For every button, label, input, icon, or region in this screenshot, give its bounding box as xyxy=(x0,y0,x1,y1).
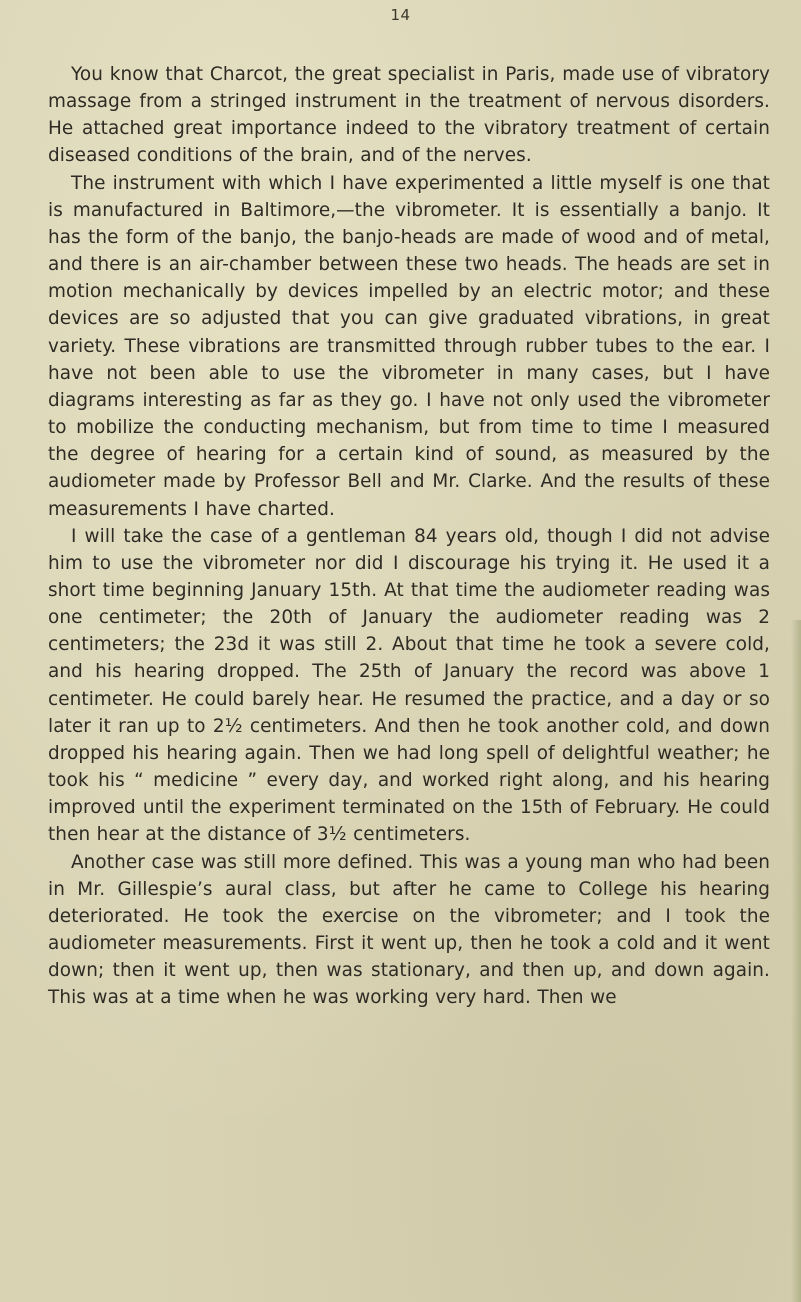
page-number: 14 xyxy=(390,6,411,24)
paragraph-vibrometer: The instrument with which I have experimented a little myself is one that is manufactured in Baltimore,—the vibrometer. It is essentially a banjo. It has the form of the banjo, the banjo-heads are made of wood and of metal, and there is an air-chamber between these two heads. The heads are set in motion mechanically by devices impelled by an electric motor; and these devices are so adjusted that you can give graduated vibrations, in great variety. These vibrations are transmitted through rubber tubes to the ear. I have not been able to use the vibrometer in many cases, but I have diagrams interesting as far as they go. I have not only used the vibrometer to mobilize the conducting mechanism, but from time to time I measured the degree of hearing for a certain kind of sound, as measured by the audiometer made by Professor Bell and Mr. Clarke. And the results of these measurements I have charted. xyxy=(48,172,770,520)
body-text xyxy=(48,61,770,1011)
paragraph-charcot: You know that Charcot, the great specialist in Paris, made use of vibratory massage from a stringed instrument in the treatment of nervous disorders. He attached great importance indeed to the vibratory treatment of certain diseased conditions of the brain, and of the nerves. xyxy=(48,64,770,167)
paragraph-first-case: I will take the case of a gentleman 84 years old, though I did not advise him to use the vibrometer nor did I discourage his trying it. He used it a short time beginning January 15th. At that time the audiometer reading was one centimeter; the 20th of January the audiometer reading was 2 centimeters; the 23d it was still 2. About that time he took a severe cold, and his hearing dropped. The 25th of January the record was above 1 centimeter. He could barely hear. He resumed the practice, and a day or so later it ran up to 2½ centimeters. And then he took another cold, and down dropped his hearing again. Then we had long spell of delightful weather; he took his “ medicine ” every day, and worked right along, and his hearing improved until the experiment terminated on the 15th of February. He could then hear at the distance of 3½ centimeters. xyxy=(48,525,770,846)
paragraph-second-case: Another case was still more defined. This was a young man who had been in Mr. Gillespie’s aural class, but after he came to College his hearing deteriorated. He took the exercise on the vibrometer; and I took the audiometer measurements. First it went up, then he took a cold and it went down; then it went up, then was stationary, and then up, and down again. This was at a time when he was working very hard. Then we xyxy=(48,851,770,1009)
page-edge-shadow xyxy=(791,620,801,1302)
